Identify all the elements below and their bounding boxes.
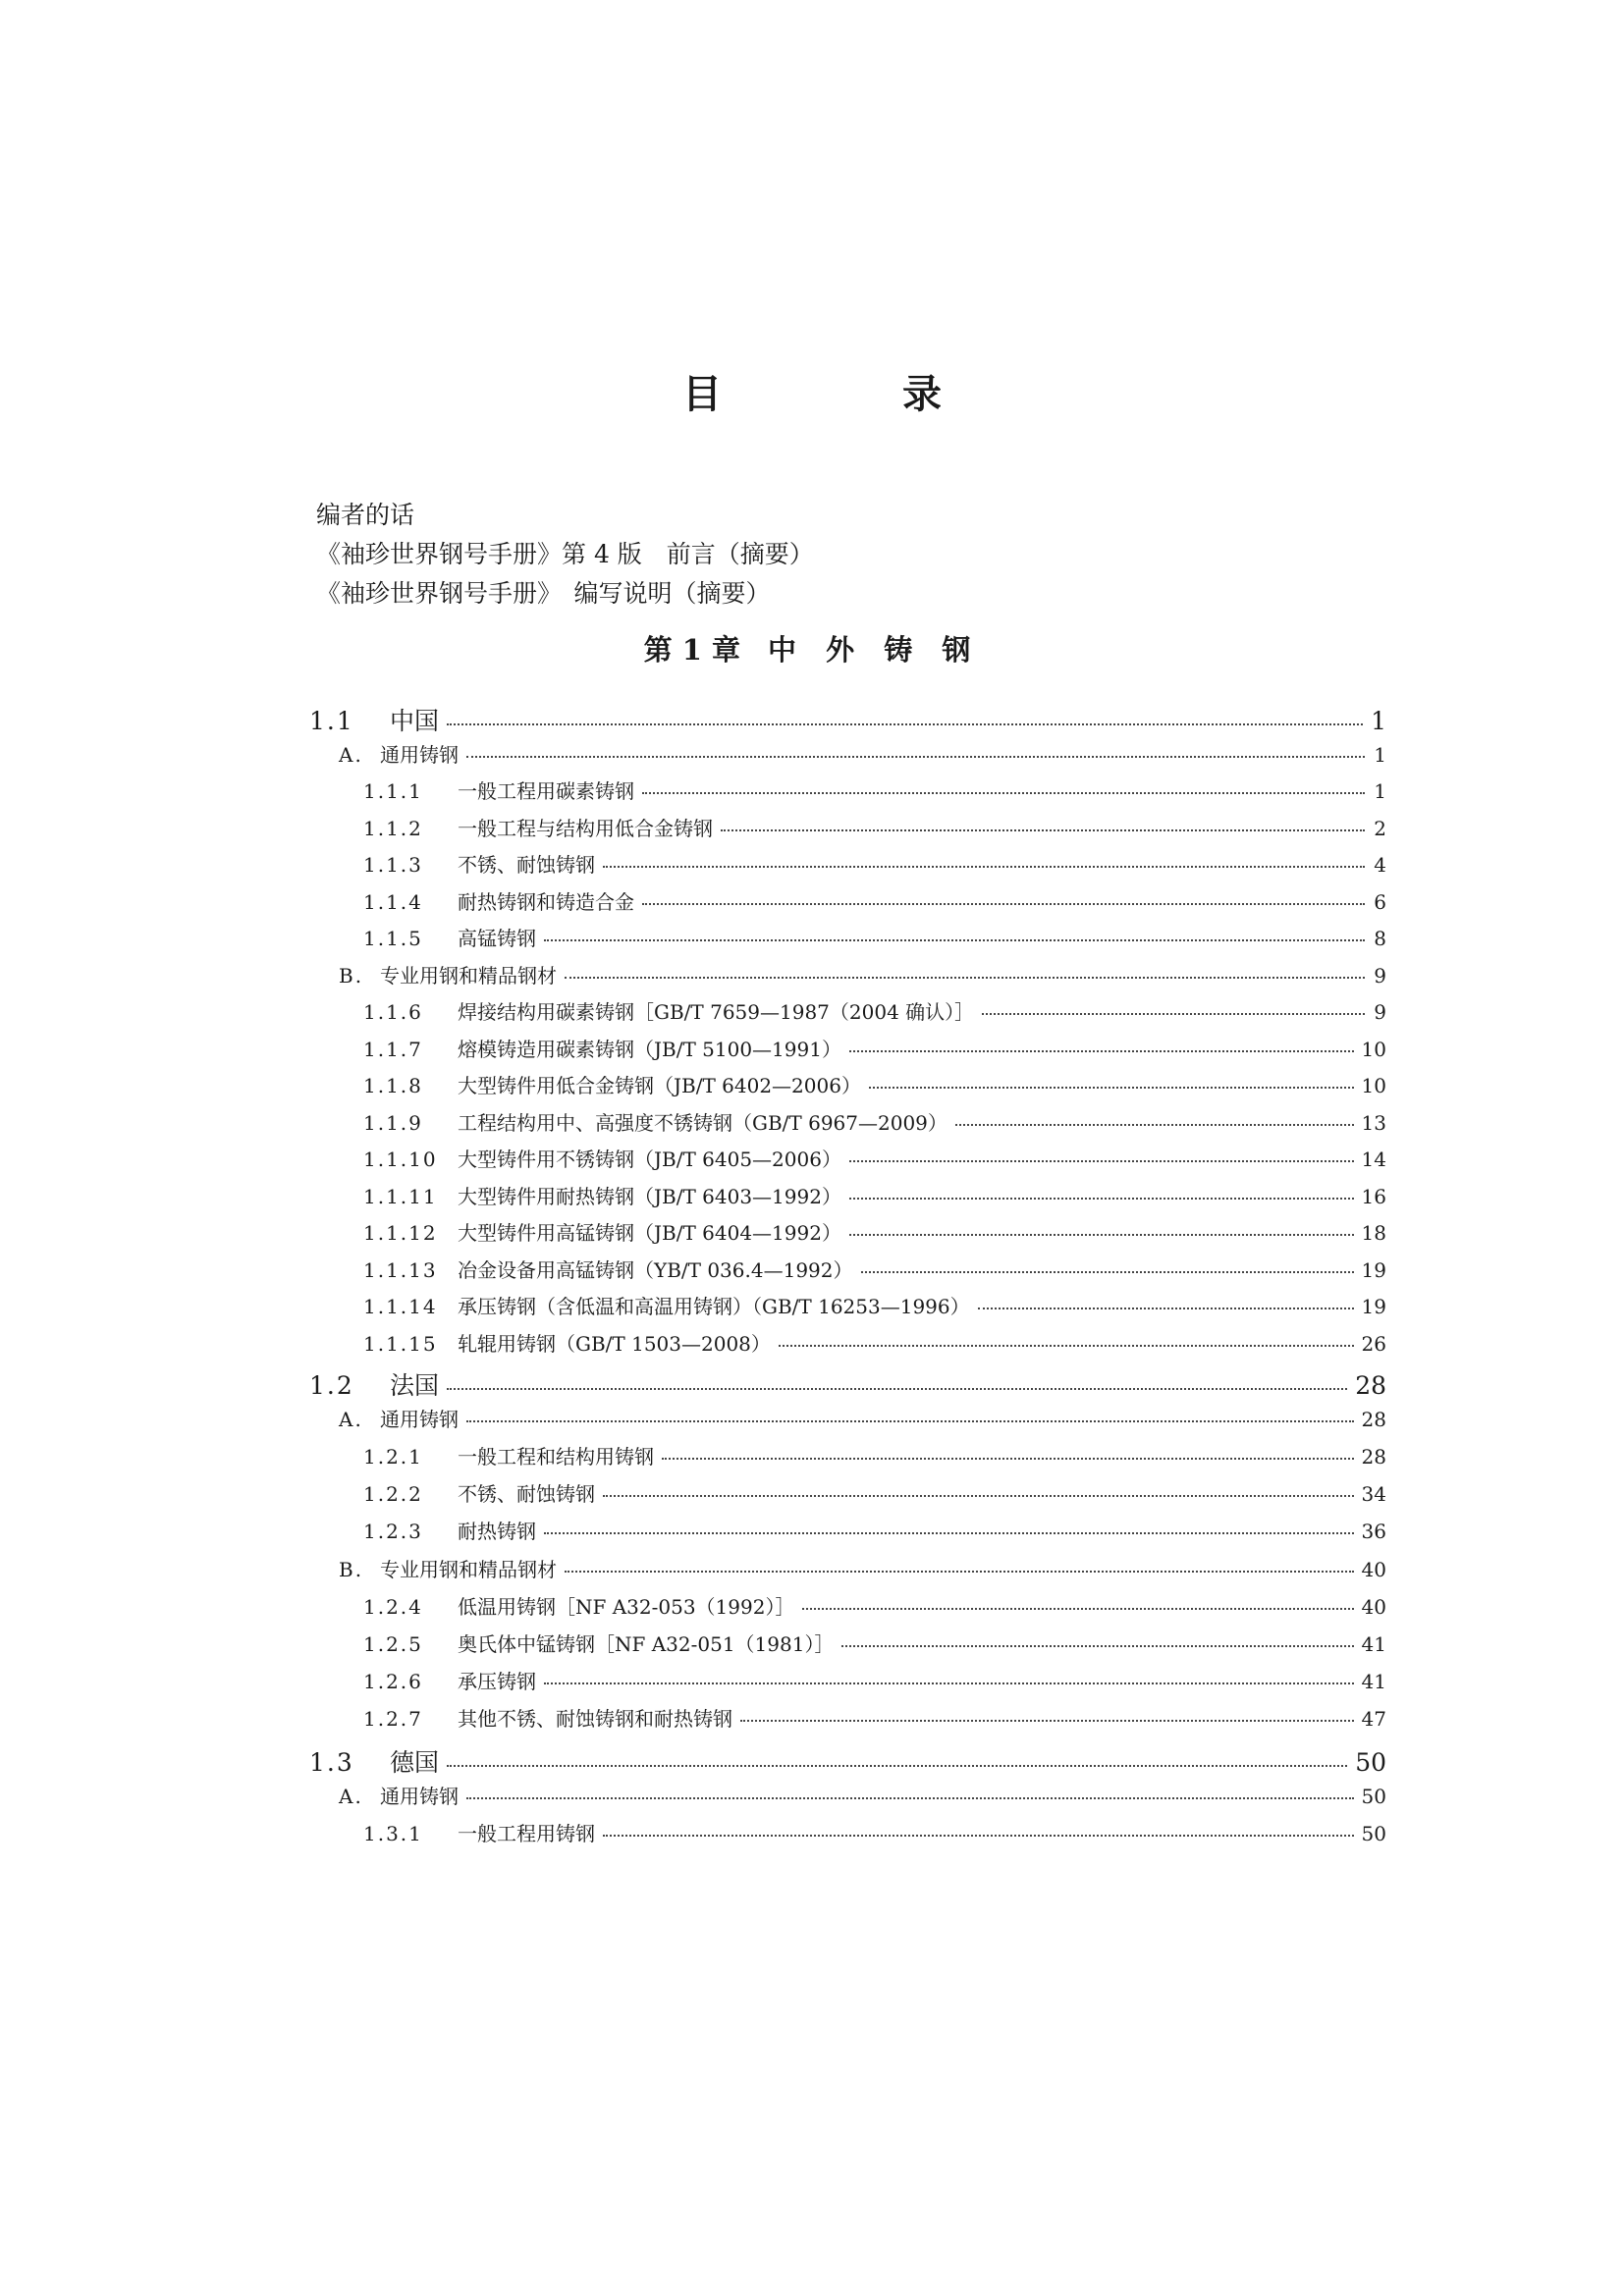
toc-dot-leader — [869, 1087, 1354, 1089]
toc-entry-label — [363, 1516, 536, 1544]
toc-dot-leader — [982, 1013, 1365, 1015]
toc-entry[interactable] — [363, 1441, 1386, 1469]
toc-entry[interactable] — [339, 1404, 1386, 1432]
toc-dot-leader — [841, 1645, 1353, 1647]
toc-entry-label — [339, 1781, 459, 1809]
toc-entry-page: 2 — [1374, 817, 1386, 840]
toc-entry-title: 高锰铸钢 — [458, 927, 536, 950]
toc-entry-label — [363, 1144, 841, 1172]
toc-dot-leader — [642, 792, 1365, 794]
toc-entry-number: 1.2.2 — [363, 1482, 423, 1506]
toc-entry-page: 8 — [1374, 927, 1386, 950]
toc-entry-title: 法国 — [390, 1371, 440, 1400]
toc-entry-number: A. — [339, 1408, 363, 1431]
toc-entry-title: 一般工程用碳素铸钢 — [458, 779, 634, 803]
toc-entry[interactable] — [363, 1255, 1386, 1283]
toc-entry[interactable] — [363, 1181, 1386, 1209]
toc-entry-title: 奥氏体中锰铸钢［NF A32-051（1981）］ — [458, 1632, 835, 1656]
toc-entry-page: 50 — [1361, 1785, 1386, 1808]
toc-entry-page: 26 — [1361, 1332, 1386, 1356]
toc-entry-title: 冶金设备用高锰铸钢（YB/T 036.4—1992） — [458, 1258, 853, 1282]
toc-entry-page: 19 — [1361, 1295, 1386, 1318]
toc-entry[interactable] — [363, 1070, 1386, 1098]
toc-entry-page: 10 — [1361, 1038, 1386, 1061]
toc-entry-page: 1 — [1374, 779, 1386, 803]
toc-entry-label — [339, 1554, 557, 1582]
toc-entry[interactable] — [363, 1629, 1386, 1657]
toc-dot-leader — [849, 1160, 1354, 1162]
toc-entry[interactable] — [363, 1666, 1386, 1694]
toc-entry-label — [363, 1217, 841, 1246]
toc-entry-title: 专业用钢和精品钢材 — [380, 1558, 557, 1581]
toc-entry-label — [363, 1034, 841, 1062]
toc-entry[interactable] — [363, 1818, 1386, 1846]
toc-entry-number: 1.1.14 — [363, 1295, 438, 1318]
toc-dot-leader — [779, 1345, 1354, 1347]
toc-entry-label — [363, 1328, 771, 1357]
toc-entry-title: 轧辊用铸钢（GB/T 1503—2008） — [458, 1332, 771, 1356]
toc-entry[interactable] — [309, 702, 1386, 737]
toc-entry-page: 9 — [1374, 1000, 1386, 1024]
toc-dot-leader — [662, 1458, 1354, 1460]
toc-entry[interactable] — [363, 886, 1386, 915]
chapter-name: 中 外 铸 钢 — [768, 633, 981, 667]
front-matter-item: 《袖珍世界钢号手册》 编写说明（摘要） — [316, 579, 771, 608]
toc-entry-page: 36 — [1361, 1520, 1386, 1543]
toc-entry-title: 承压铸钢（含低温和高温用铸钢）（GB/T 16253—1996） — [458, 1295, 970, 1318]
toc-entry-label — [363, 1478, 595, 1507]
toc-entry-title: 大型铸件用不锈铸钢（JB/T 6405—2006） — [458, 1148, 841, 1171]
toc-entry[interactable] — [363, 996, 1386, 1025]
toc-entry-number: 1.2.3 — [363, 1520, 423, 1543]
toc-entry-number: 1.2.5 — [363, 1632, 423, 1656]
toc-entry-label — [363, 1291, 970, 1319]
toc-entry-label — [363, 1818, 595, 1846]
toc-entry-number: 1.1.1 — [363, 779, 423, 803]
toc-entry-number: 1.3.1 — [363, 1822, 423, 1845]
toc-entry-number: 1.1.9 — [363, 1111, 423, 1135]
toc-entry-number: 1.1.5 — [363, 927, 423, 950]
toc-entry[interactable] — [339, 1554, 1386, 1582]
toc-entry-label — [309, 1743, 439, 1779]
toc-entry-number: 1.1.7 — [363, 1038, 423, 1061]
toc-entry-label — [363, 849, 595, 878]
toc-dot-leader — [955, 1124, 1354, 1126]
toc-entry[interactable] — [363, 923, 1386, 951]
toc-entry-page: 41 — [1361, 1632, 1386, 1656]
toc-entry-page: 50 — [1355, 1748, 1386, 1777]
toc-entry-title: 中国 — [390, 707, 440, 735]
toc-entry-title: 其他不锈、耐蚀铸钢和耐热铸钢 — [458, 1707, 732, 1731]
toc-entry[interactable] — [363, 813, 1386, 841]
toc-entry[interactable] — [363, 775, 1386, 804]
toc-entry-label — [363, 886, 634, 915]
toc-dot-leader — [544, 939, 1365, 941]
toc-entry-number: 1.1.6 — [363, 1000, 423, 1024]
toc-entry-number: A. — [339, 1785, 363, 1808]
toc-entry-title: 通用铸钢 — [380, 1785, 459, 1808]
toc-entry-label — [363, 1591, 794, 1620]
toc-dot-leader — [603, 1835, 1354, 1837]
toc-entry-page: 50 — [1361, 1822, 1386, 1845]
page-title: 目 录 — [682, 371, 1012, 417]
toc-entry-number: B. — [339, 1558, 364, 1581]
toc-dot-leader — [603, 1495, 1354, 1497]
toc-entry[interactable] — [363, 1516, 1386, 1544]
toc-entry-number: A. — [339, 743, 363, 767]
toc-entry-page: 4 — [1374, 853, 1386, 877]
toc-entry-label — [363, 1070, 861, 1098]
toc-entry-page: 47 — [1361, 1707, 1386, 1731]
toc-entry[interactable] — [363, 1328, 1386, 1357]
toc-dot-leader — [849, 1198, 1354, 1200]
toc-dot-leader — [642, 903, 1365, 905]
toc-entry-title: 不锈、耐蚀铸钢 — [458, 853, 595, 877]
toc-entry-title: 一般工程和结构用铸钢 — [458, 1445, 654, 1468]
toc-entry[interactable] — [363, 1107, 1386, 1136]
toc-entry[interactable] — [339, 960, 1386, 988]
toc-dot-leader — [802, 1608, 1353, 1610]
toc-entry-title: 熔模铸造用碳素铸钢（JB/T 5100—1991） — [458, 1038, 841, 1061]
toc-entry[interactable] — [363, 1703, 1386, 1732]
toc-entry-page: 28 — [1361, 1408, 1386, 1431]
toc-dot-leader — [565, 977, 1365, 979]
toc-entry-number: 1.1.11 — [363, 1185, 438, 1208]
front-matter-item: 《袖珍世界钢号手册》第 4 版 前言（摘要） — [316, 540, 814, 568]
toc-entry[interactable] — [363, 1478, 1386, 1507]
toc-entry-title: 不锈、耐蚀铸钢 — [458, 1482, 595, 1506]
toc-entry-page: 18 — [1361, 1221, 1386, 1245]
toc-entry-label — [363, 1666, 536, 1694]
toc-entry-page: 14 — [1361, 1148, 1386, 1171]
toc-entry-label — [309, 1366, 439, 1402]
toc-entry-label — [363, 923, 536, 951]
toc-entry-title: 通用铸钢 — [380, 743, 459, 767]
toc-entry-page: 28 — [1355, 1371, 1386, 1400]
toc-dot-leader — [447, 1388, 1347, 1390]
toc-dot-leader — [466, 1797, 1354, 1799]
toc-entry[interactable] — [363, 1217, 1386, 1246]
toc-entry-label — [363, 1441, 654, 1469]
toc-entry-title: 大型铸件用低合金铸钢（JB/T 6402—2006） — [458, 1074, 861, 1097]
toc-entry-number: 1.1.10 — [363, 1148, 438, 1171]
toc-entry[interactable] — [363, 849, 1386, 878]
toc-entry-label — [339, 1404, 459, 1432]
toc-entry-title: 耐热铸钢 — [458, 1520, 536, 1543]
toc-entry-page: 34 — [1361, 1482, 1386, 1506]
toc-entry-label — [309, 702, 439, 737]
toc-entry-page: 1 — [1374, 743, 1386, 767]
toc-entry[interactable] — [309, 1743, 1386, 1779]
toc-entry-number: 1.1.3 — [363, 853, 423, 877]
toc-entry-title: 耐热铸钢和铸造合金 — [458, 890, 634, 914]
toc-entry-page: 6 — [1374, 890, 1386, 914]
toc-entry-page: 28 — [1361, 1445, 1386, 1468]
toc-entry[interactable] — [363, 1144, 1386, 1172]
toc-entry-number: 1.1.4 — [363, 890, 423, 914]
toc-entry-page: 40 — [1361, 1595, 1386, 1619]
toc-entry-number: 1.1.8 — [363, 1074, 423, 1097]
toc-entry[interactable] — [339, 739, 1386, 768]
toc-entry-page: 40 — [1361, 1558, 1386, 1581]
toc-dot-leader — [544, 1532, 1354, 1534]
toc-entry-title: 大型铸件用高锰铸钢（JB/T 6404—1992） — [458, 1221, 841, 1245]
toc-dot-leader — [978, 1308, 1354, 1309]
toc-entry-title: 德国 — [390, 1748, 440, 1777]
toc-entry-number: 1.1.2 — [363, 817, 423, 840]
toc-entry-label — [363, 1255, 853, 1283]
toc-dot-leader — [565, 1571, 1354, 1573]
toc-entry-number: 1.1.12 — [363, 1221, 438, 1245]
toc-dot-leader — [849, 1234, 1354, 1236]
toc-entry-number: 1.1.15 — [363, 1332, 438, 1356]
toc-entry-label — [363, 813, 713, 841]
toc-entry-label — [363, 996, 974, 1025]
toc-dot-leader — [740, 1720, 1354, 1722]
toc-entry-label — [339, 739, 459, 768]
toc-entry[interactable] — [363, 1034, 1386, 1062]
toc-dot-leader — [721, 829, 1365, 831]
toc-dot-leader — [466, 756, 1365, 758]
toc-entry-number: 1.1 — [309, 707, 354, 735]
toc-entry-title: 承压铸钢 — [458, 1670, 536, 1693]
toc-entry-label — [339, 960, 557, 988]
toc-entry[interactable] — [339, 1781, 1386, 1809]
toc-entry-label — [363, 1629, 834, 1657]
toc-entry[interactable] — [363, 1591, 1386, 1620]
toc-entry-number: 1.2.7 — [363, 1707, 423, 1731]
toc-entry-label — [363, 1107, 947, 1136]
toc-entry-page: 13 — [1361, 1111, 1386, 1135]
toc-entry[interactable] — [363, 1291, 1386, 1319]
toc-entry-number: 1.2.4 — [363, 1595, 423, 1619]
toc-dot-leader — [544, 1682, 1354, 1684]
toc-entry-label — [363, 1703, 732, 1732]
toc-dot-leader — [447, 1765, 1347, 1767]
toc-entry-title: 焊接结构用碳素铸钢［GB/T 7659—1987（2004 确认）］ — [458, 1000, 975, 1024]
toc-dot-leader — [447, 723, 1363, 725]
toc-entry-number: 1.2.1 — [363, 1445, 423, 1468]
toc-entry-title: 低温用铸钢［NF A32-053（1992）］ — [458, 1595, 795, 1619]
toc-entry-number: 1.2 — [309, 1371, 354, 1400]
toc-entry-number: 1.3 — [309, 1748, 354, 1777]
toc-entry-title: 一般工程用铸钢 — [458, 1822, 595, 1845]
toc-entry-title: 工程结构用中、高强度不锈铸钢（GB/T 6967—2009） — [458, 1111, 947, 1135]
toc-entry-number: 1.2.6 — [363, 1670, 423, 1693]
toc-entry-page: 41 — [1361, 1670, 1386, 1693]
toc-entry-page: 19 — [1361, 1258, 1386, 1282]
toc-entry-label — [363, 775, 634, 804]
toc-dot-leader — [603, 866, 1365, 868]
toc-entry-number: B. — [339, 964, 364, 988]
toc-entry-page: 1 — [1371, 707, 1386, 735]
toc-entry-title: 专业用钢和精品钢材 — [380, 964, 557, 988]
front-matter-item: 编者的话 — [316, 501, 415, 529]
toc-entry[interactable] — [309, 1366, 1386, 1402]
toc-entry-number: 1.1.13 — [363, 1258, 438, 1282]
toc-dot-leader — [849, 1050, 1354, 1052]
toc-entry-label — [363, 1181, 841, 1209]
toc-entry-title: 大型铸件用耐热铸钢（JB/T 6403—1992） — [458, 1185, 841, 1208]
toc-entry-title: 一般工程与结构用低合金铸钢 — [458, 817, 713, 840]
toc-dot-leader — [466, 1420, 1354, 1422]
toc-entry-page: 16 — [1361, 1185, 1386, 1208]
toc-entry-page: 10 — [1361, 1074, 1386, 1097]
chapter-number: 第 1 章 — [643, 633, 741, 667]
toc-entry-page: 9 — [1374, 964, 1386, 988]
toc-entry-title: 通用铸钢 — [380, 1408, 459, 1431]
toc-dot-leader — [861, 1271, 1354, 1273]
